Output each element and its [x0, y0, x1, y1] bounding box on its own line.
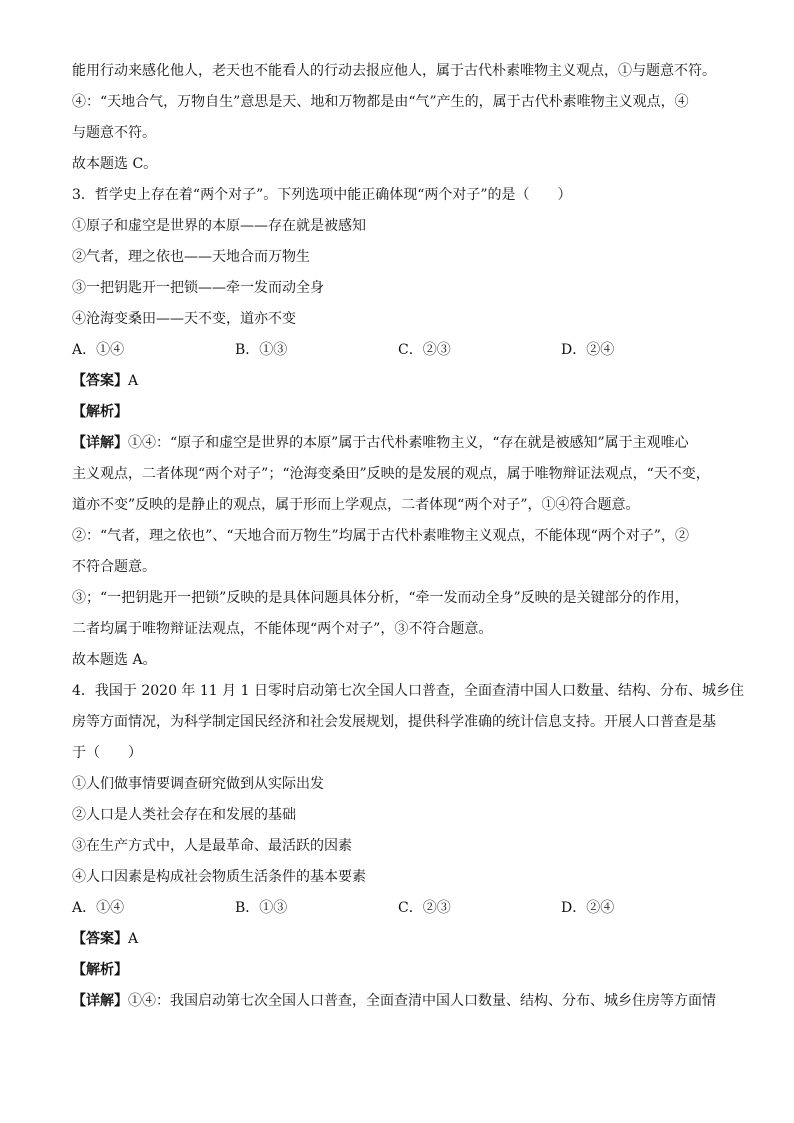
question-3-item-4: ④沧海变桑田——天不变，道亦不变 — [72, 311, 296, 327]
question-4-answer — [72, 932, 724, 947]
question-4-option-c: C．②③ — [398, 900, 451, 916]
text-line: ④：“天地合气，万物自生”意思是天、地和万物都是由“气”产生的，属于古代朴素唯物主义观点，④ — [72, 94, 689, 110]
answer-tag: 【答案】 — [72, 373, 128, 389]
text-line: 能用行动来感化他人，老天也不能看人的行动去报应他人，属于古代朴素唯物主义观点，①与题意不符。 — [72, 63, 716, 79]
detail-text: ①④：我国启动第七次全国人口普查，全面查清中国人口数量、结构、分布、城乡住房等方面情 — [128, 993, 716, 1009]
question-3-detail-1 — [72, 436, 724, 451]
question-3-conclusion: 故本题选 A。 — [72, 652, 157, 668]
question-4-option-a: A．①④ — [72, 900, 125, 916]
question-4-stem-1: 4．我国于 2020 年 11 月 1 日零时启动第七次全国人口普查，全面查清中国人口数量、结构、分布、城乡住 — [72, 683, 744, 699]
question-4-option-d: D．②④ — [561, 900, 615, 916]
question-3-options — [72, 343, 724, 358]
question-4-item-4: ④人口因素是构成社会物质生活条件的基本要素 — [72, 869, 366, 885]
question-3-stem: 3．哲学史上存在着“两个对子”。下列选项中能正确体现“两个对子”的是（ ） — [72, 187, 572, 203]
question-3-detail-7: 二者均属于唯物辩证法观点，不能体现“两个对子”，③不符合题意。 — [72, 621, 493, 637]
conclusion-line: 故本题选 C。 — [72, 156, 158, 172]
question-3-detail-5: 不符合题意。 — [72, 559, 156, 575]
detail-text: ①④：“原子和虚空是世界的本原”属于古代朴素唯物主义，“存在就是被感知”属于主观唯心 — [128, 435, 689, 451]
question-4-stem-2: 房等方面情况，为科学制定国民经济和社会发展规划，提供科学准确的统计信息支持。开展人口普查是基 — [72, 714, 716, 730]
question-3-item-3: ③一把钥匙开一把锁——牵一发而动全身 — [72, 280, 324, 296]
question-3-item-1: ①原子和虚空是世界的本原——存在就是被感知 — [72, 218, 366, 234]
question-3-item-2: ②气者，理之依也——天地合而万物生 — [72, 249, 310, 265]
answer-value: A — [128, 373, 139, 389]
question-4-stem-3: 于（ ） — [72, 745, 142, 761]
detail-tag: 【详解】 — [72, 435, 128, 451]
question-4-option-b: B．①③ — [235, 900, 288, 916]
answer-value: A — [128, 931, 139, 947]
question-3-option-d: D．②④ — [561, 342, 615, 358]
answer-tag: 【答案】 — [72, 931, 128, 947]
question-3-analysis-tag: 【解析】 — [72, 404, 128, 420]
question-4-item-3: ③在生产方式中，人是最革命、最活跃的因素 — [72, 838, 352, 854]
document-page — [72, 63, 744, 1025]
detail-tag: 【详解】 — [72, 993, 128, 1009]
question-3-detail-2: 主义观点，二者体现“两个对子”；“沧海变桑田”反映的是发展的观点，属于唯物辩证法观点，“天不变， — [72, 466, 710, 482]
question-3-detail-4: ②：“气者，理之依也”、“天地合而万物生”均属于古代朴素唯物主义观点，不能体现“两个对子”，② — [72, 528, 689, 544]
text-line: 与题意不符。 — [72, 125, 156, 141]
question-4-detail-1 — [72, 994, 724, 1009]
question-3-detail-6: ③；“一把钥匙开一把锁”反映的是具体问题具体分析，“牵一发而动全身”反映的是关键部分的作用， — [72, 590, 689, 606]
question-4-options — [72, 901, 724, 916]
question-3-answer — [72, 374, 724, 389]
question-4-item-1: ①人们做事情要调查研究做到从实际出发 — [72, 776, 324, 792]
question-3-detail-3: 道亦不变”反映的是静止的观点，属于形而上学观点，二者体现“两个对子”，①④符合题意。 — [72, 497, 640, 513]
question-4-analysis-tag: 【解析】 — [72, 962, 128, 978]
question-3-option-c: C．②③ — [398, 342, 451, 358]
question-3-option-b: B．①③ — [235, 342, 288, 358]
question-4-item-2: ②人口是人类社会存在和发展的基础 — [72, 807, 296, 823]
question-3-option-a: A．①④ — [72, 342, 125, 358]
